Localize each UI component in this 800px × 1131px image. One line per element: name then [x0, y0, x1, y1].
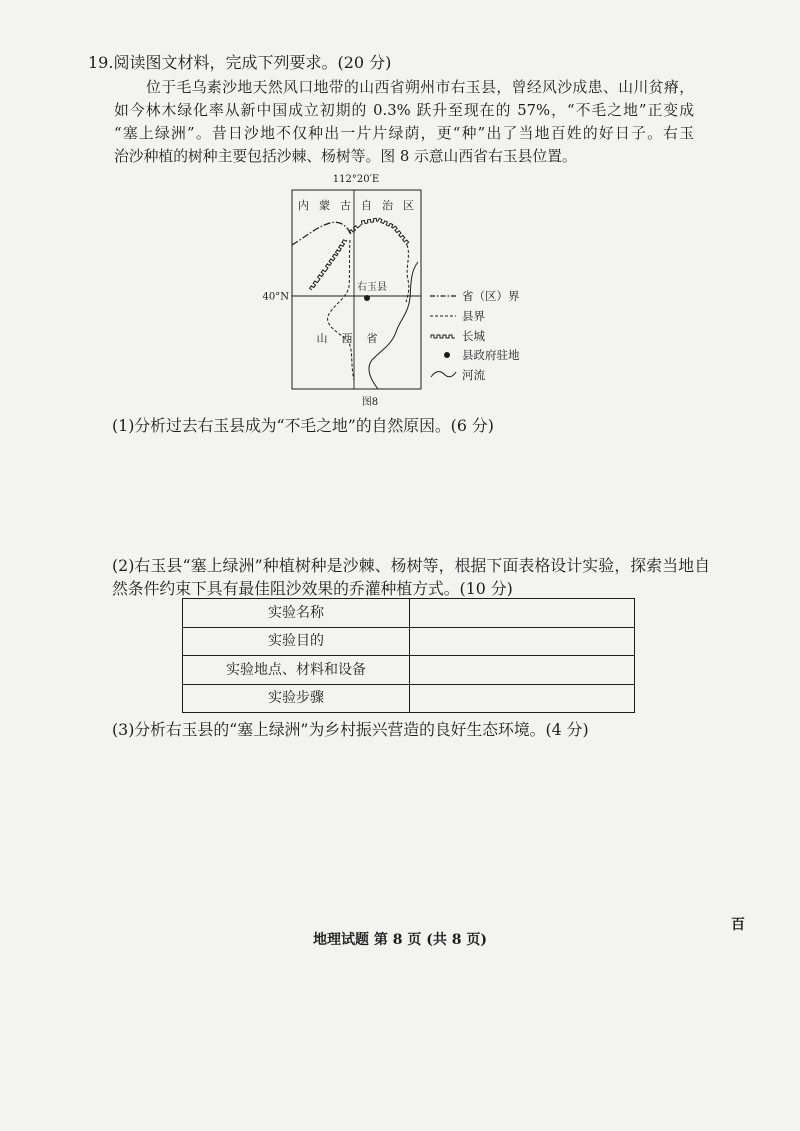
river-icon: [431, 372, 456, 377]
table-cell-label: 实验步骤: [183, 684, 410, 713]
figure-caption: 图8: [361, 397, 379, 408]
county-boundary-west: [328, 240, 354, 380]
legend-label: 县界: [462, 309, 485, 323]
legend-item: [430, 289, 520, 303]
legend-label: 省（区）界: [462, 289, 520, 303]
table-cell-answer: [410, 599, 635, 628]
table-row: [183, 599, 635, 628]
page-footer: 地理试题 第 8 页 (共 8 页): [313, 932, 487, 948]
material-line: 如今林木绿化率从新中国成立初期的 0.3% 跃升至现在的 57%，“不毛之地”正变成: [114, 102, 694, 119]
legend-item: [431, 329, 485, 343]
county-seat-icon: [444, 352, 450, 358]
province-label: 山西省: [316, 332, 392, 345]
great-wall-north: [349, 218, 409, 245]
experiment-design-table: [182, 598, 635, 713]
sub-question-2-line: (2)右玉县“塞上绿洲”种植树种是沙棘、杨树等，根据下面表格设计实验，探索当地自: [112, 556, 710, 575]
sub-question-1: (1)分析过去右玉县成为“不毛之地”的自然原因。(6 分): [112, 416, 494, 435]
legend-label: 县政府驻地: [462, 348, 520, 362]
location-map-figure: [250, 168, 550, 413]
table-row: [183, 684, 635, 713]
county-seat-marker: [364, 295, 370, 301]
table-row: [183, 656, 635, 685]
margin-mark: 百: [731, 917, 745, 933]
sub-question-2-line: 然条件约束下具有最佳阻沙效果的乔灌种植方式。(10 分): [112, 579, 513, 598]
table-cell-label: 实验目的: [183, 627, 410, 656]
parallel-label: 40°N: [262, 291, 289, 303]
legend-item: [431, 368, 485, 382]
great-wall-icon: [431, 335, 455, 338]
meridian-label: 112°20′E: [332, 174, 380, 185]
county-boundary-east: [406, 245, 409, 302]
table-cell-label: 实验地点、材料和设备: [183, 656, 410, 685]
map-legend: [430, 289, 520, 382]
legend-label: 长城: [462, 329, 485, 343]
legend-item: [430, 309, 485, 323]
sub-question-3: (3)分析右玉县的“塞上绿洲”为乡村振兴营造的良好生态环境。(4 分): [112, 720, 589, 739]
material-line: 治沙种植的树种主要包括沙棘、杨树等。图 8 示意山西省右玉县位置。: [114, 148, 577, 165]
legend-label: 河流: [462, 368, 485, 382]
table-cell-label: 实验名称: [183, 599, 410, 628]
material-line: 位于毛乌素沙地天然风口地带的山西省朔州市右玉县，曾经风沙成患、山川贫瘠，: [146, 79, 694, 96]
region-label: 内蒙古自治区: [298, 199, 424, 212]
table-cell-answer: [410, 656, 635, 685]
table-body: [183, 599, 635, 713]
map-body: [292, 190, 424, 389]
question-heading: 19.阅读图文材料，完成下列要求。(20 分): [88, 53, 392, 72]
material-line: “塞上绿洲”。昔日沙地不仅种出一片片绿荫，更“种”出了当地百姓的好日子。右玉: [114, 125, 694, 142]
great-wall-west: [310, 240, 347, 290]
county-label: 右玉县: [357, 282, 387, 293]
table-cell-answer: [410, 684, 635, 713]
legend-item: [444, 348, 520, 362]
table-row: [183, 627, 635, 656]
table-cell-answer: [410, 627, 635, 656]
